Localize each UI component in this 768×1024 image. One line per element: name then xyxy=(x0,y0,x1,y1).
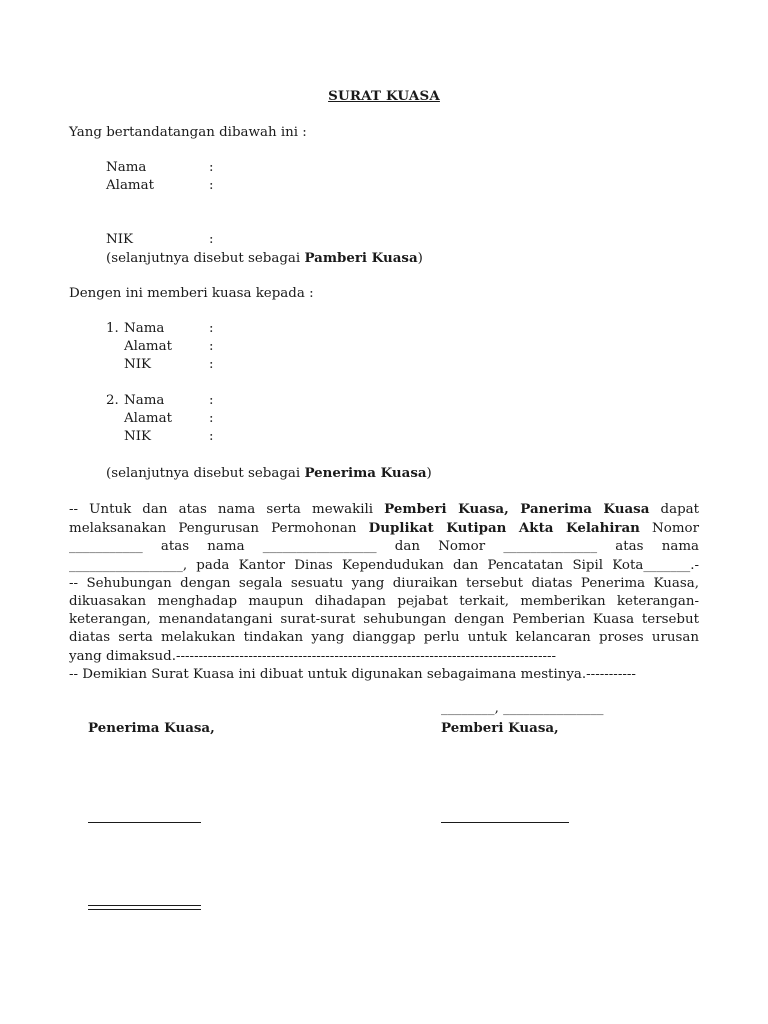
recipient-2-alamat-label: Alamat xyxy=(124,411,172,426)
recipient-1-alamat-label: Alamat xyxy=(124,339,172,354)
body-line-3: ___________ atas nama _________________ dan Nomor ______________ atas nama xyxy=(69,539,699,555)
body-line-9: yang dimaksud.------------------------------------------------------------------------------------ xyxy=(69,648,557,664)
grantor-note: (selanjutnya disebut sebagai Pamberi Kuasa) xyxy=(106,250,423,266)
recipient-2-alamat-colon: : xyxy=(209,411,214,426)
grantor-nik-label: NIK xyxy=(106,232,134,247)
intro-text: Yang bertandatangan dibawah ini : xyxy=(69,125,307,140)
recipient-2-signature-line xyxy=(88,905,201,910)
body-line-2: melaksanakan Pengurusan Permohonan Duplikat Kutipan Akta Kelahiran Nomor xyxy=(69,520,699,537)
grantor-nama-label: Nama xyxy=(106,160,147,175)
body-line-6: dikuasakan menghadap maupun dihadapan pejabat terkait, memberikan keterangan- xyxy=(69,594,699,610)
grant-intro-text: Dengen ini memberi kuasa kepada : xyxy=(69,286,314,301)
body-line-8: diatas serta melakukan tindakan yang dianggap perlu untuk kelancaran proses urusan xyxy=(69,630,699,646)
recipient-2-number: 2. xyxy=(106,393,119,408)
grantor-nik-colon: : xyxy=(209,232,214,247)
recipient-2-nama-colon: : xyxy=(209,393,214,408)
recipient-signature-label: Penerima Kuasa, xyxy=(88,720,215,736)
body-line-1: -- Untuk dan atas nama serta mewakili Pemberi Kuasa, Panerima Kuasa dapat xyxy=(69,501,700,517)
body-paragraph xyxy=(69,500,699,684)
recipient-note: (selanjutnya disebut sebagai Penerima Kuasa) xyxy=(106,465,432,481)
body-line-4: _________________, pada Kantor Dinas Kependudukan dan Pencatatan Sipil Kota_______.- xyxy=(69,557,699,573)
recipient-1-alamat-colon: : xyxy=(209,339,214,354)
recipient-1-nama-label: Nama xyxy=(124,321,165,336)
place-date-line: ________, _______________ xyxy=(441,701,604,716)
recipient-note-bold: Penerima Kuasa xyxy=(304,465,427,481)
body-line-7: keterangan, menandatangani surat-surat sehubungan dengan Pemberian Kuasa tersebut xyxy=(69,612,699,628)
recipient-1-nama-colon: : xyxy=(209,321,214,336)
recipient-1-nik-colon: : xyxy=(209,357,214,372)
body-line-10: -- Demikian Surat Kuasa ini dibuat untuk digunakan sebagaimana mestinya.----------- xyxy=(69,666,636,682)
grantor-alamat-colon: : xyxy=(209,178,214,193)
grantor-alamat-label: Alamat xyxy=(106,178,154,193)
recipient-2-nama-label: Nama xyxy=(124,393,165,408)
grantor-note-bold: Pamberi Kuasa xyxy=(304,250,418,266)
recipient-1-nik-label: NIK xyxy=(124,357,152,372)
recipient-2-nik-label: NIK xyxy=(124,429,152,444)
body-line-5: -- Sehubungan dengan segala sesuatu yang diuraikan tersebut diatas Penerima Kuasa, xyxy=(69,575,699,591)
recipient-1-number: 1. xyxy=(106,321,119,336)
recipient-2-nik-colon: : xyxy=(209,429,214,444)
grantor-signature-label: Pemberi Kuasa, xyxy=(441,720,559,736)
grantor-nama-colon: : xyxy=(209,160,214,175)
recipient-signature-line xyxy=(88,822,201,823)
grantor-signature-line xyxy=(441,822,569,823)
document-title: SURAT KUASA xyxy=(328,88,440,104)
